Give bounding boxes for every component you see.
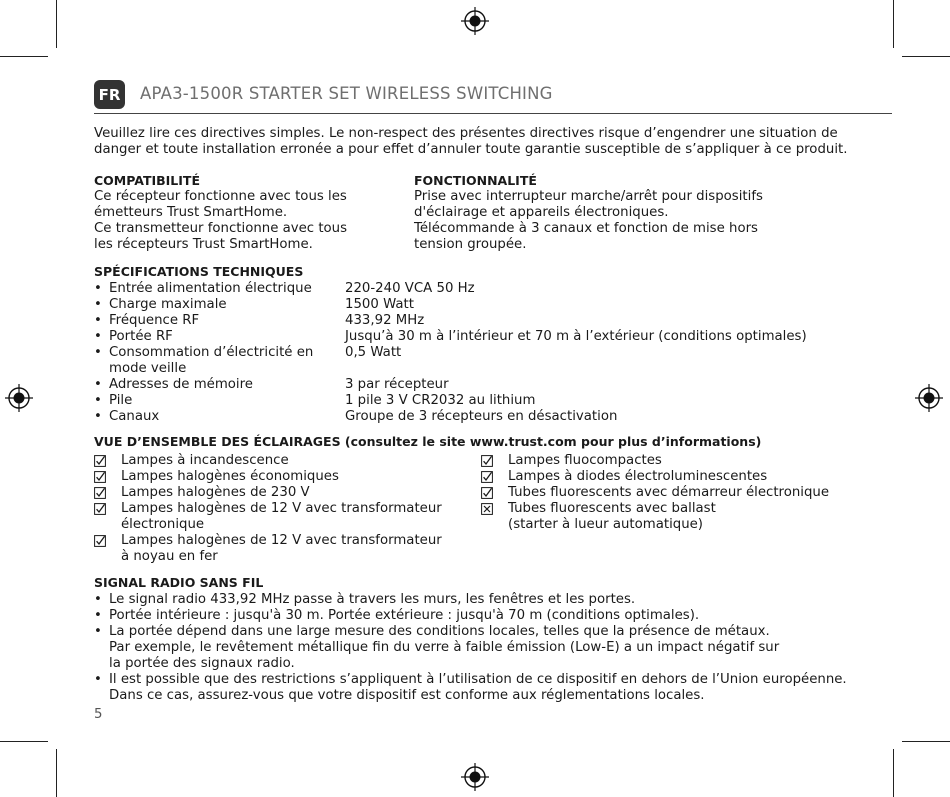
- crop-mark: [56, 749, 57, 797]
- checkbox-crossed-icon: [481, 502, 493, 516]
- bullet: •: [94, 409, 102, 424]
- lighting-item-label: Lampes halogènes de 12 V avec transformateur: [121, 533, 442, 548]
- bullet: •: [94, 592, 102, 607]
- lighting-item-label: Lampes fluocompactes: [508, 453, 662, 468]
- bullet: •: [94, 329, 102, 344]
- checkbox-checked-icon: [94, 454, 106, 468]
- spec-label-continued: mode veille: [109, 361, 187, 376]
- compatibility-line: Ce transmetteur fonctionne avec tous: [94, 221, 348, 236]
- bullet: •: [94, 377, 102, 392]
- crop-mark: [56, 0, 57, 48]
- registration-mark-icon: [460, 762, 490, 792]
- spec-label: Portée RF: [109, 329, 173, 344]
- radio-heading: SIGNAL RADIO SANS FIL: [94, 575, 264, 590]
- spec-value: 220-240 VCA 50 Hz: [345, 281, 475, 296]
- registration-mark-icon: [4, 383, 34, 413]
- registration-mark-icon: [914, 383, 944, 413]
- intro-line: danger et toute installation erronée a pour effet d’annuler toute garantie susceptible de s’appliquer à ce produit.: [94, 142, 848, 157]
- checkbox-checked-icon: [481, 454, 493, 468]
- checkbox-checked-icon: [94, 502, 106, 516]
- compatibility-line: les récepteurs Trust SmartHome.: [94, 237, 313, 252]
- spec-label: Canaux: [109, 409, 160, 424]
- spec-label: Consommation d’électricité en: [109, 345, 314, 360]
- checkbox-checked-icon: [481, 470, 493, 484]
- functionality-line: tension groupée.: [414, 237, 527, 252]
- radio-item-line: Le signal radio 433,92 MHz passe à travers les murs, les fenêtres et les portes.: [109, 592, 636, 607]
- spec-value: 1500 Watt: [345, 297, 414, 312]
- compatibility-line: Ce récepteur fonctionne avec tous les: [94, 189, 347, 204]
- bullet: •: [94, 608, 102, 623]
- bullet: •: [94, 624, 102, 639]
- crop-mark: [0, 56, 48, 57]
- bullet: •: [94, 297, 102, 312]
- lighting-item-label: Lampes halogènes économiques: [121, 469, 339, 484]
- lighting-heading: VUE D’ENSEMBLE DES ÉCLAIRAGES (consultez le site www.trust.com pour plus d’informations): [94, 434, 762, 449]
- radio-item-line: Il est possible que des restrictions s’appliquent à l’utilisation de ce dispositif en dehors de l’Union européenne.: [109, 672, 847, 687]
- functionality-line: d'éclairage et appareils électroniques.: [414, 205, 669, 220]
- radio-item-line: Portée intérieure : jusqu'à 30 m. Portée extérieure : jusqu'à 70 m (conditions optimales).: [109, 608, 700, 623]
- spec-value: 1 pile 3 V CR2032 au lithium: [345, 393, 536, 408]
- page-number: 5: [94, 707, 103, 722]
- spec-value: 0,5 Watt: [345, 345, 402, 360]
- crop-mark: [893, 0, 894, 48]
- radio-item-line: la portée des signaux radio.: [109, 656, 295, 671]
- checkbox-checked-icon: [94, 534, 106, 548]
- lighting-item-label: Lampes à diodes électroluminescentes: [508, 469, 768, 484]
- functionality-heading: FONCTIONNALITÉ: [414, 173, 537, 188]
- crop-mark: [0, 741, 48, 742]
- spec-label: Fréquence RF: [109, 313, 200, 328]
- intro-line: Veuillez lire ces directives simples. Le non-respect des présentes directives risque d’engendrer une situation de: [94, 126, 838, 141]
- spec-label: Pile: [109, 393, 133, 408]
- lighting-item-label-continued: à noyau en fer: [121, 549, 218, 564]
- spec-value: 3 par récepteur: [345, 377, 449, 392]
- bullet: •: [94, 393, 102, 408]
- lighting-item-label: Lampes halogènes de 230 V: [121, 485, 310, 500]
- crop-mark: [902, 741, 950, 742]
- bullet: •: [94, 345, 102, 360]
- functionality-line: Télécommande à 3 canaux et fonction de mise hors: [414, 221, 758, 236]
- bullet: •: [94, 672, 102, 687]
- lighting-item-label: Lampes à incandescence: [121, 453, 289, 468]
- lighting-item-label-continued: électronique: [121, 517, 205, 532]
- crop-mark: [902, 56, 950, 57]
- bullet: •: [94, 313, 102, 328]
- checkbox-checked-icon: [481, 486, 493, 500]
- title-divider: [94, 113, 892, 114]
- spec-label: Charge maximale: [109, 297, 227, 312]
- bullet: •: [94, 281, 102, 296]
- compatibility-line: émetteurs Trust SmartHome.: [94, 205, 288, 220]
- radio-item-line: Par exemple, le revêtement métallique fin du verre à faible émission (Low-E) a un impact négatif sur: [109, 640, 780, 655]
- lighting-item-label: Lampes halogènes de 12 V avec transformateur: [121, 501, 442, 516]
- registration-mark-icon: [460, 6, 490, 36]
- lighting-item-label: Tubes fluorescents avec ballast: [508, 501, 716, 516]
- checkbox-checked-icon: [94, 470, 106, 484]
- lighting-item-label: Tubes fluorescents avec démarreur électronique: [508, 485, 830, 500]
- checkbox-checked-icon: [94, 486, 106, 500]
- language-badge: FR: [94, 80, 125, 109]
- specs-heading: SPÉCIFICATIONS TECHNIQUES: [94, 264, 304, 279]
- spec-label: Entrée alimentation électrique: [109, 281, 312, 296]
- spec-value: Groupe de 3 récepteurs en désactivation: [345, 409, 618, 424]
- radio-item-line: La portée dépend dans une large mesure des conditions locales, telles que la présence de métaux.: [109, 624, 770, 639]
- functionality-line: Prise avec interrupteur marche/arrêt pour dispositifs: [414, 189, 763, 204]
- spec-label: Adresses de mémoire: [109, 377, 253, 392]
- document-title: APA3-1500R STARTER SET WIRELESS SWITCHING: [140, 84, 553, 103]
- lighting-item-label-continued: (starter à lueur automatique): [508, 517, 703, 532]
- spec-value: Jusqu’à 30 m à l’intérieur et 70 m à l’extérieur (conditions optimales): [345, 329, 807, 344]
- compatibility-heading: COMPATIBILITÉ: [94, 173, 200, 188]
- radio-item-line: Dans ce cas, assurez-vous que votre dispositif est conforme aux réglementations locales.: [109, 688, 705, 703]
- crop-mark: [893, 749, 894, 797]
- spec-value: 433,92 MHz: [345, 313, 425, 328]
